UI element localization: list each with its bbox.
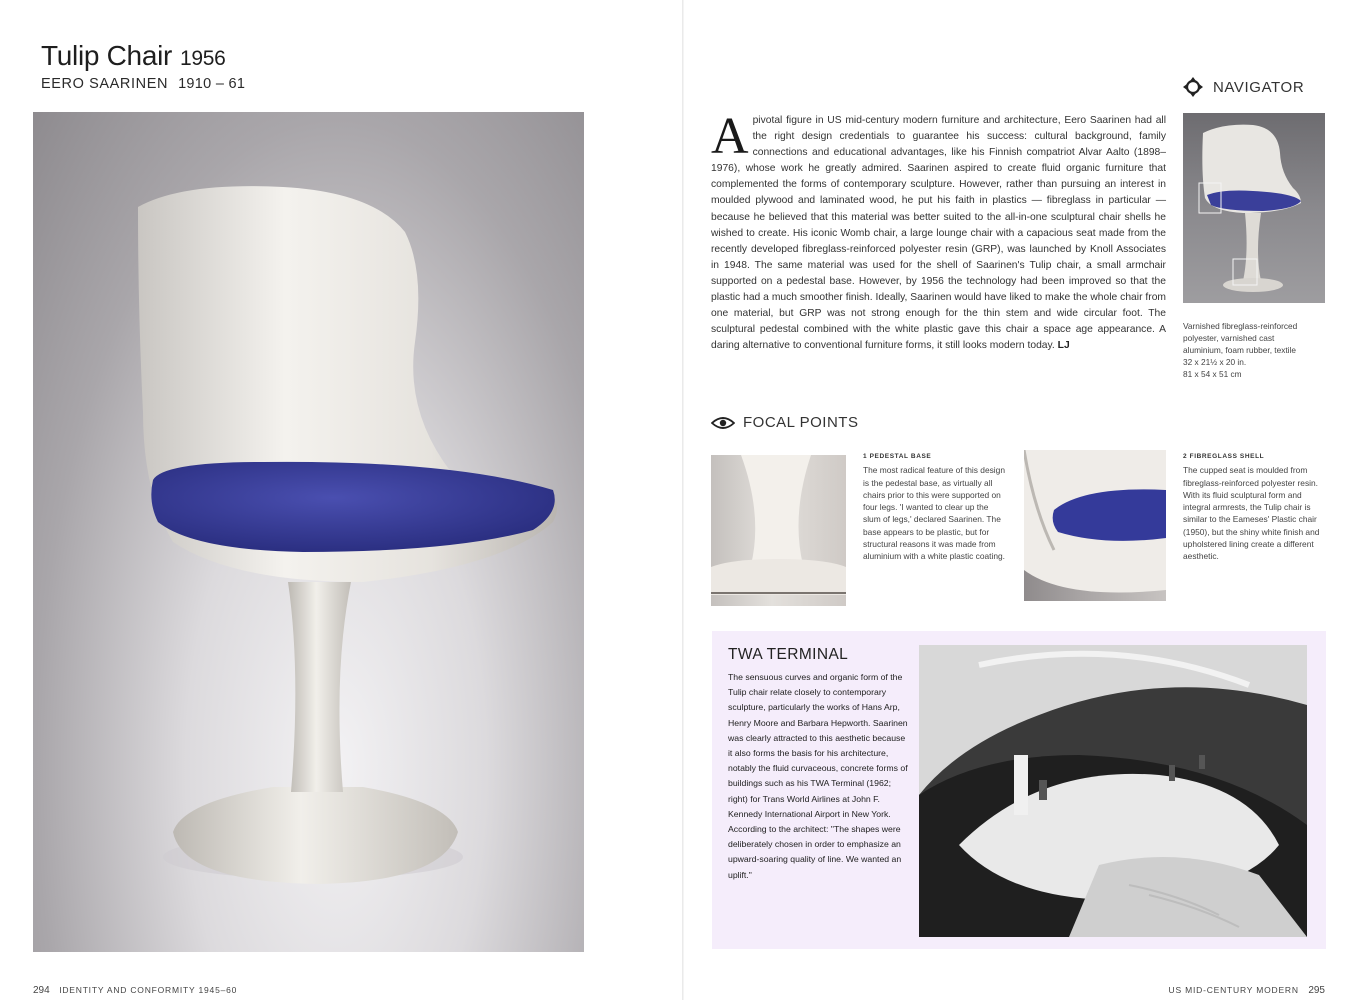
designer-line xyxy=(41,76,245,92)
essay-body: pivotal figure in US mid-century modern furniture and architecture, Eero Saarinen had all the right design credentials to guarantee his success: cultural background, family connections and educational advantages, like his Finnish compatriot Alvar Aalto (1898–1976), whose work he greatly admired. Saarinen aspired to create fluid organic furniture that complemented the forms of contemporary sculpture. However, rather than pursuing an interest in moulded plywood and laminated wood, he put his faith in plastics — fibreglass in particular — because he believed that this material was better suited to the all-in-one sculptural chair shells he wished to create. His iconic Womb chair, a large lounge chair with a capacious seat made from the recently developed fibreglass-reinforced polyester resin (GRP), was launched by Knoll Associates in 1948. The same material was used for the shell of Saarinen's Tulip chair, a small armchair supported on a pedestal base. However, by 1956 the technology had been improved so that the plastic had a much smoother finish. Ideally, Saarinen would have liked to make the whole chair from one material, but GRP was not strong enough for the thin stem and wide circular foot. The sculptural pedestal combined with the white plastic gave this chair a space age appearance. A daring alternative to conventional furniture forms, it still looks modern today. xyxy=(711,115,1166,352)
focal-points-label: FOCAL POINTS xyxy=(743,414,859,431)
focal-point-1-image xyxy=(711,455,846,606)
twa-interior-illustration xyxy=(919,645,1307,937)
page-title xyxy=(41,40,226,72)
focal-points-heading xyxy=(711,414,858,431)
left-folio xyxy=(33,985,237,996)
focal-point-2-text xyxy=(1183,451,1328,563)
caption-line: 81 x 54 x 51 cm xyxy=(1183,369,1242,379)
title-text: Tulip Chair xyxy=(41,40,173,71)
caption-line: Varnished fibreglass-reinforced xyxy=(1183,321,1298,331)
book-gutter xyxy=(682,0,684,1000)
author-initials: LJ xyxy=(1057,340,1070,352)
navigator-thumbnail xyxy=(1183,113,1325,303)
right-folio xyxy=(1169,985,1325,996)
eye-icon xyxy=(711,415,735,431)
caption-line: aluminium, foam rubber, textile xyxy=(1183,345,1296,355)
main-essay xyxy=(711,108,1166,354)
navigator-icon xyxy=(1182,76,1204,98)
twa-title: TWA TERMINAL xyxy=(728,646,849,663)
tulip-chair-illustration xyxy=(33,112,584,952)
navigator-label: NAVIGATOR xyxy=(1213,78,1305,96)
focal-point-1-body: The most radical feature of this design is the pedestal base, as virtually all chairs prior to this were supported on four legs. 'I wanted to clear up the slum of legs,' declared Saarinen. The base appears to be plastic, but for structural reasons it was made from aluminium with a white plastic coating. xyxy=(863,465,1005,562)
twa-terminal-photo xyxy=(919,645,1307,937)
focal-point-1-heading: 1 PEDESTAL BASE xyxy=(863,453,932,460)
title-year: 1956 xyxy=(180,47,226,70)
caption-line: 32 x 21½ x 20 in. xyxy=(1183,357,1247,367)
focal-point-1-text xyxy=(863,451,1008,563)
fibreglass-shell-detail xyxy=(1024,450,1166,601)
right-page-number: 295 xyxy=(1308,985,1325,996)
caption-line: polyester, varnished cast xyxy=(1183,333,1275,343)
navigator-heading xyxy=(1182,76,1304,98)
hero-photo xyxy=(33,112,584,952)
focal-point-2-image xyxy=(1024,450,1166,601)
pedestal-base-detail xyxy=(711,455,846,606)
focal-point-2-body: The cupped seat is moulded from fibreglass-reinforced polyester resin. With its fluid sculptural form and integral armrests, the Tulip chair is similar to the Eameses' Plastic chair (1950), but the shiny white finish and upholstered lining create a different aesthetic. xyxy=(1183,465,1320,562)
twa-text: The sensuous curves and organic form of the Tulip chair relate closely to contemporary sculpture, particularly the works of Hans Arp, Henry Moore and Barbara Hepworth. Saarinen was clearly attracted to this aesthetic because it also forms the basis for his architecture, notably the fluid curvaceous, concrete forms of buildings such as his TWA Terminal (1962; right) for Trans World Airlines at John F. Kennedy International Airport in New York. According to the architect: "The shapes were deliberately chosen in order to emphasize an upward-soaring quality of line. We wanted an uplift." xyxy=(728,672,908,880)
right-running-head: US MID-CENTURY MODERN xyxy=(1168,985,1299,995)
left-running-head: IDENTITY AND CONFORMITY 1945–60 xyxy=(59,985,238,995)
left-page-number: 294 xyxy=(33,985,50,996)
focal-point-2-heading: 2 FIBREGLASS SHELL xyxy=(1183,453,1265,460)
navigator-caption xyxy=(1183,320,1333,380)
navigator-chair-image xyxy=(1183,113,1325,303)
designer-name: EERO SAARINEN xyxy=(41,76,169,92)
drop-cap: A xyxy=(711,108,749,165)
designer-dates: 1910 – 61 xyxy=(178,76,246,92)
